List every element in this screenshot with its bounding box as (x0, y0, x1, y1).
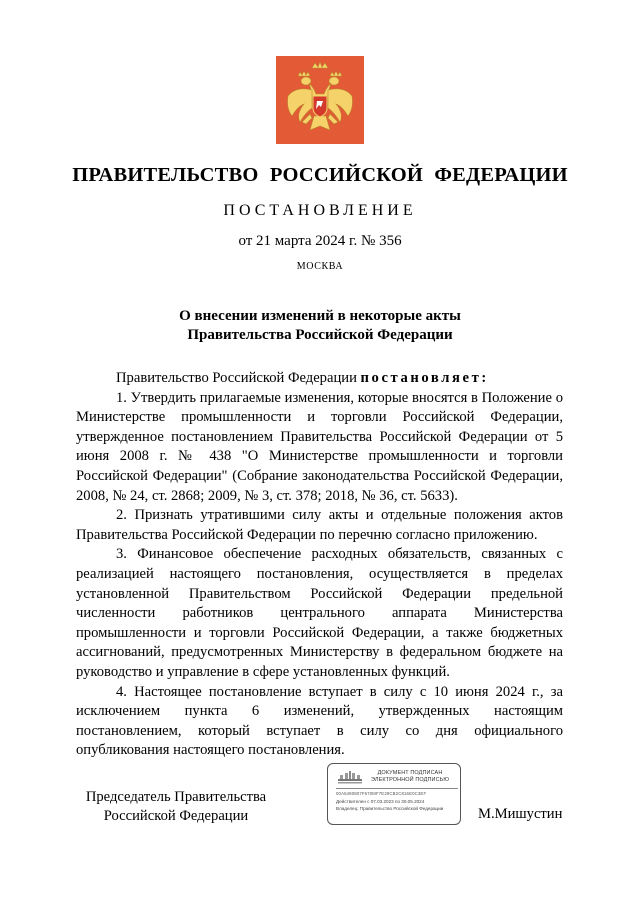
stamp-validity: Действителен с 07.03.2023 по 30.05.2024 (336, 799, 425, 804)
signer-position (76, 788, 276, 826)
coat-of-arms-icon (276, 56, 364, 144)
subject-line-1: О внесении изменений в некоторые акты (179, 308, 461, 324)
signer-name: М.Мишустин (478, 806, 563, 822)
stamp-title (364, 770, 456, 784)
signer-position-line-1: Председатель Правительства (85, 789, 267, 805)
electronic-signature-stamp (327, 763, 461, 825)
lead-verb: постановляет: (360, 370, 489, 386)
stamp-title-line-1: ДОКУМЕНТ ПОДПИСАН (377, 770, 443, 776)
lead-paragraph (76, 369, 563, 389)
stamp-divider (336, 788, 458, 789)
document-subject (0, 307, 640, 345)
stamp-title-line-2: ЭЛЕКТРОННОЙ ПОДПИСЬЮ (370, 777, 450, 783)
stamp-serial: 00A5490807F670MF7E29CB2C816E0C3EF (336, 791, 427, 796)
subject-line-2: Правительства Российской Федерации (187, 327, 453, 343)
city-name: МОСКВА (296, 261, 344, 272)
document-type: ПОСТАНОВЛЕНИЕ (223, 202, 417, 219)
document-date-number: от 21 марта 2024 г. № 356 (238, 233, 402, 249)
document-body (76, 369, 563, 761)
stamp-owner: Владелец: Правительство Российской Федерации (336, 806, 444, 811)
stamp-emblem-icon (336, 770, 364, 786)
paragraph-3: 3. Финансовое обеспечение расходных обязательств, связанных с реализацией настоящего постановления, осуществляется в пределах установленной Правительством Российской Федерации предельной численности работников центрального аппарата Министерства промышленности и торговли Российской Федерации, а также бюджетных ассигнований, предусмотренных Министерству в федеральном бюджете на руководство и управление в сфере установленных функций. (76, 546, 563, 680)
lead-text: Правительство Российской Федерации (116, 370, 361, 386)
signer-position-line-2: Российской Федерации (103, 808, 249, 824)
paragraph-4: 4. Настоящее постановление вступает в силу с 10 июня 2024 г., за исключением пункта 6 изменений, утвержденных настоящим постановлением, который вступает в силу со дня официального опубликования настоящего постановления. (76, 683, 563, 759)
government-title: ПРАВИТЕЛЬСТВО РОССИЙСКОЙ ФЕДЕРАЦИИ (72, 164, 568, 186)
paragraph-2: 2. Признать утратившими силу акты и отдельные положения актов Правительства Российской Федерации по перечню согласно приложению. (76, 507, 563, 543)
paragraph-1: 1. Утвердить прилагаемые изменения, которые вносятся в Положение о Министерстве промышленности и торговли Российской Федерации, утвержденное постановлением Правительства Российской Федерации от 5 июня 2008 г. № 438 "О Министерстве промышленности и торговли Российской Федерации" (Собрание законодательства Российской Федерации, 2008, № 24, ст. 2868; 2009, № 3, ст. 378; 2018, № 36, ст. 5633). (76, 389, 563, 504)
